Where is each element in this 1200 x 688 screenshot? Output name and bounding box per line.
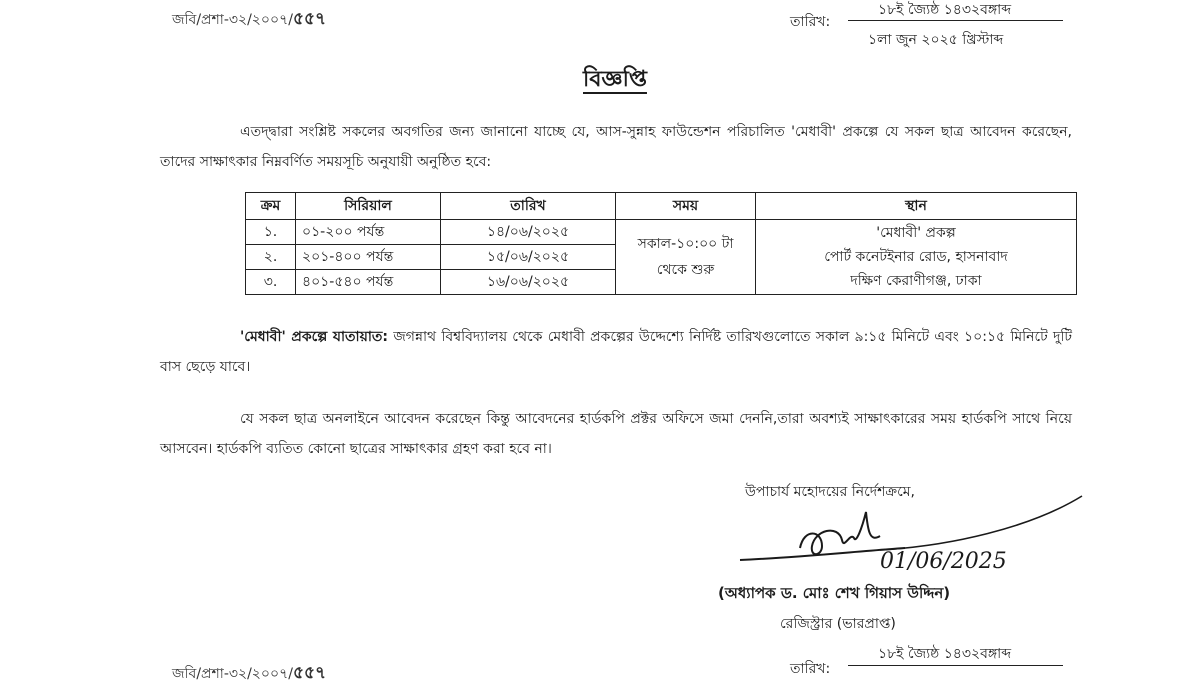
table-header-row: [246, 193, 1077, 220]
place-line-2: পোর্ট কনেটইনার রোড, হাসনাবাদ: [824, 249, 1008, 265]
row-serial: ০১-২০০ পর্যন্ত: [296, 220, 441, 245]
intro-paragraph: [160, 117, 1072, 177]
row-no: ১.: [246, 220, 296, 245]
header-serial: সিরিয়াল: [296, 193, 441, 220]
transport-label: 'মেধাবী' প্রকল্পে যাতায়াত:: [240, 329, 389, 345]
hardcopy-paragraph: [160, 404, 1072, 464]
row-date: ১৫/০৬/২০২৫: [441, 245, 616, 270]
memo-number: ৫৫৭: [292, 9, 327, 29]
transport-text: জগন্নাথ বিশ্ববিদ্যালয় থেকে মেধাবী প্রকল্পের উদ্দেশ্যে নির্দিষ্ট তারিখগুলোতে সকাল ৯:১৫ মিনিটে এবং ১০:১৫ মিনিটে দুটি বাস ছেড়ে যাবে।: [160, 329, 1072, 375]
row-serial: ২০১-৪০০ পর্যন্ত: [296, 245, 441, 270]
row-date: ১৬/০৬/২০২৫: [441, 270, 616, 295]
date-divider: [848, 20, 1063, 21]
order-line: উপাচার্য মহোদয়ের নির্দেশক্রমে,: [745, 484, 915, 500]
hardcopy-text: যে সকল ছাত্র অনলাইনে আবেদন করেছেন কিন্তু আবেদনের হার্ডকপি প্রক্টর অফিসে জমা দেননি,তারা অবশ্যই সাক্ষাৎকারের সময় হার্ডকপি সাথে নিয়ে আসবেন। হার্ডকপি ব্যতিত কোনো ছাত্রের সাক্ষাৎকার গ্রহণ করা হবে না।: [160, 411, 1072, 457]
row-date: ১৪/০৬/২০২৫: [441, 220, 616, 245]
notice-title: বিজ্ঞপ্তি: [583, 67, 647, 92]
date-bangla: ১৮ই জ্যৈষ্ঠ ১৪৩২বঙ্গাব্দ: [878, 2, 1012, 18]
memo-reference: [172, 6, 326, 34]
memo-number: ৫৫৭: [292, 663, 327, 683]
place-line-3: দক্ষিণ কেরাণীগঞ্জ, ঢাকা: [850, 273, 982, 289]
intro-text: এতদ্দ্বারা সংশ্লিষ্ট সকলের অবগতির জন্য জানানো যাচ্ছে যে, আস-সুন্নাহ ফাউন্ডেশন পরিচালিত 'মেধাবী' প্রকল্পে যে সকল ছাত্র আবেদন করেছেন, তাদের সাক্ষাৎকার নিম্নবর্ণিত সময়সূচি অনুযায়ী অনুষ্ঠিত হবে:: [160, 124, 1072, 170]
row-no: ৩.: [246, 270, 296, 295]
footer-memo-reference: [172, 660, 326, 688]
schedule-table: [245, 192, 1077, 295]
signature-icon: [730, 488, 1090, 583]
header-place: স্থান: [756, 193, 1077, 220]
memo-prefix: জবি/প্রশা-৩২/২০০৭/: [172, 12, 293, 28]
signature-flourish: [880, 496, 1082, 550]
footer-date-label: তারিখ:: [790, 661, 831, 677]
transport-paragraph: [160, 322, 1072, 382]
handwritten-date: 01/06/2025: [880, 549, 1007, 574]
date-english: ১লা জুন ২০২৫ খ্রিস্টাব্দ: [868, 32, 1004, 48]
time-line-2: থেকে শুরু: [656, 262, 715, 278]
date-label: তারিখ:: [790, 14, 831, 30]
memo-prefix: জবি/প্রশা-৩২/২০০৭/: [172, 666, 293, 682]
row-no: ২.: [246, 245, 296, 270]
footer-date-bangla: ১৮ই জ্যৈষ্ঠ ১৪৩২বঙ্গাব্দ: [878, 646, 1012, 662]
time-cell: [616, 220, 756, 295]
footer-date-divider: [848, 665, 1063, 666]
signatory-designation: রেজিস্ট্রার (ভারপ্রাপ্ত): [780, 616, 896, 632]
signatory-name: (অধ্যাপক ড. মোঃ শেখ গিয়াস উদ্দিন): [718, 584, 951, 602]
row-serial: ৪০১-৫৪০ পর্যন্ত: [296, 270, 441, 295]
header-no: ক্রম: [246, 193, 296, 220]
header-date: তারিখ: [441, 193, 616, 220]
place-cell: [756, 220, 1077, 295]
table-row: [246, 220, 1077, 245]
time-line-1: সকাল-১০:০০ টা: [637, 236, 734, 252]
header-time: সময়: [616, 193, 756, 220]
place-line-1: 'মেধাবী' প্রকল্প: [876, 225, 956, 241]
